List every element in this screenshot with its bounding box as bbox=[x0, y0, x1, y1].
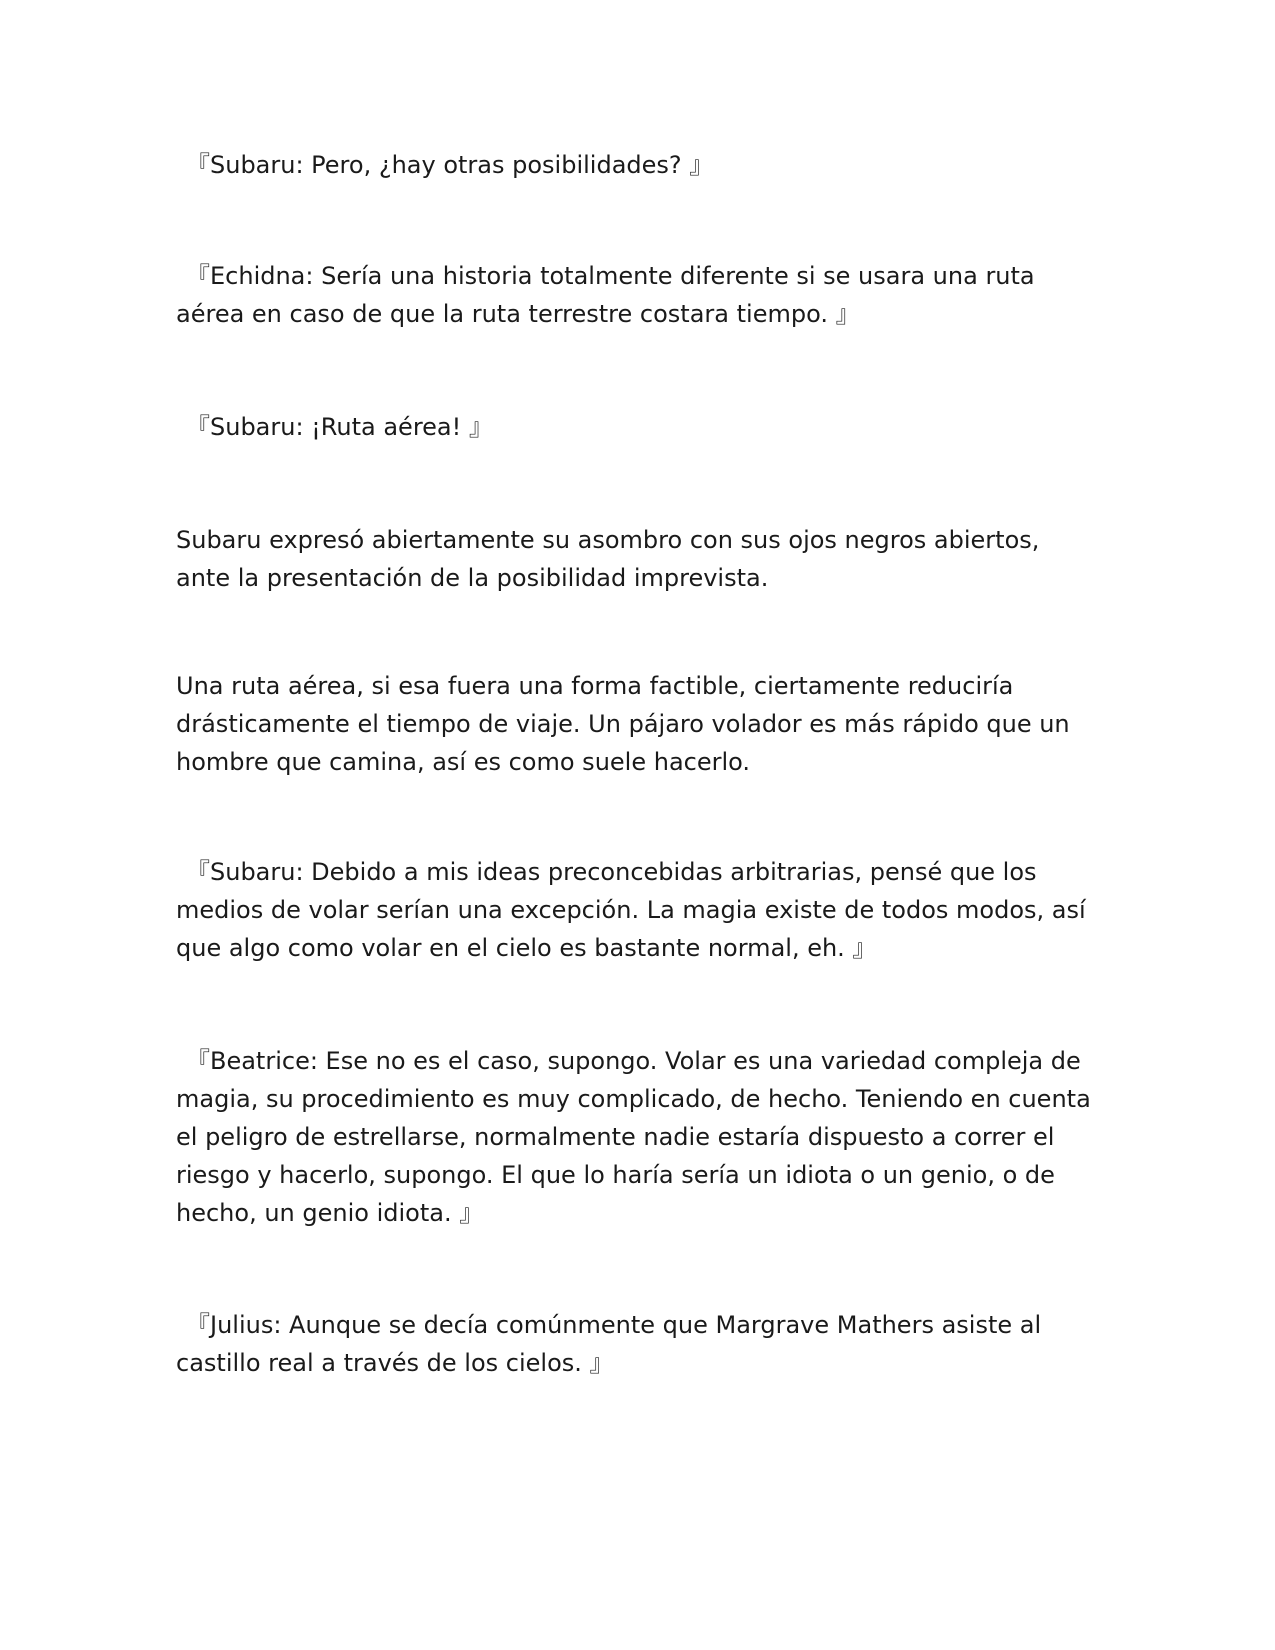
dialogue-subaru-3: 『Subaru: Debido a mis ideas preconcebidas arbitrarias, pensé que los medios de volar serían una excepción. La magia existe de todos modos, así que algo como volar en el cielo es bastante normal, eh. 』 bbox=[176, 858, 1086, 962]
narration-paragraph-2: Una ruta aérea, si esa fuera una forma factible, ciertamente reduciría drásticamente el tiempo de viaje. Un pájaro volador es más rápido que un hombre que camina, así es como suele hacerlo. bbox=[176, 672, 1070, 776]
dialogue-subaru-1: 『Subaru: Pero, ¿hay otras posibilidades? 』 bbox=[186, 151, 714, 179]
dialogue-subaru-2: 『Subaru: ¡Ruta aérea! 』 bbox=[186, 413, 493, 441]
dialogue-beatrice: 『Beatrice: Ese no es el caso, supongo. Volar es una variedad compleja de magia, su procedimiento es muy complicado, de hecho. Teniendo en cuenta el peligro de estrellarse, normalmente nadie estaría dispuesto a correr el riesgo y hacerlo, supongo. El que lo haría sería un idiota o un genio, o de hecho, un genio idiota. 』 bbox=[176, 1047, 1091, 1227]
dialogue-julius: 『Julius: Aunque se decía comúnmente que Margrave Mathers asiste al castillo real a través de los cielos. 』 bbox=[176, 1311, 1042, 1377]
dialogue-echidna: 『Echidna: Sería una historia totalmente diferente si se usara una ruta aérea en caso de que la ruta terrestre costara tiempo. 』 bbox=[176, 262, 1035, 328]
narration-paragraph-1: Subaru expresó abiertamente su asombro con sus ojos negros abiertos, ante la presentación de la posibilidad imprevista. bbox=[176, 526, 1040, 592]
